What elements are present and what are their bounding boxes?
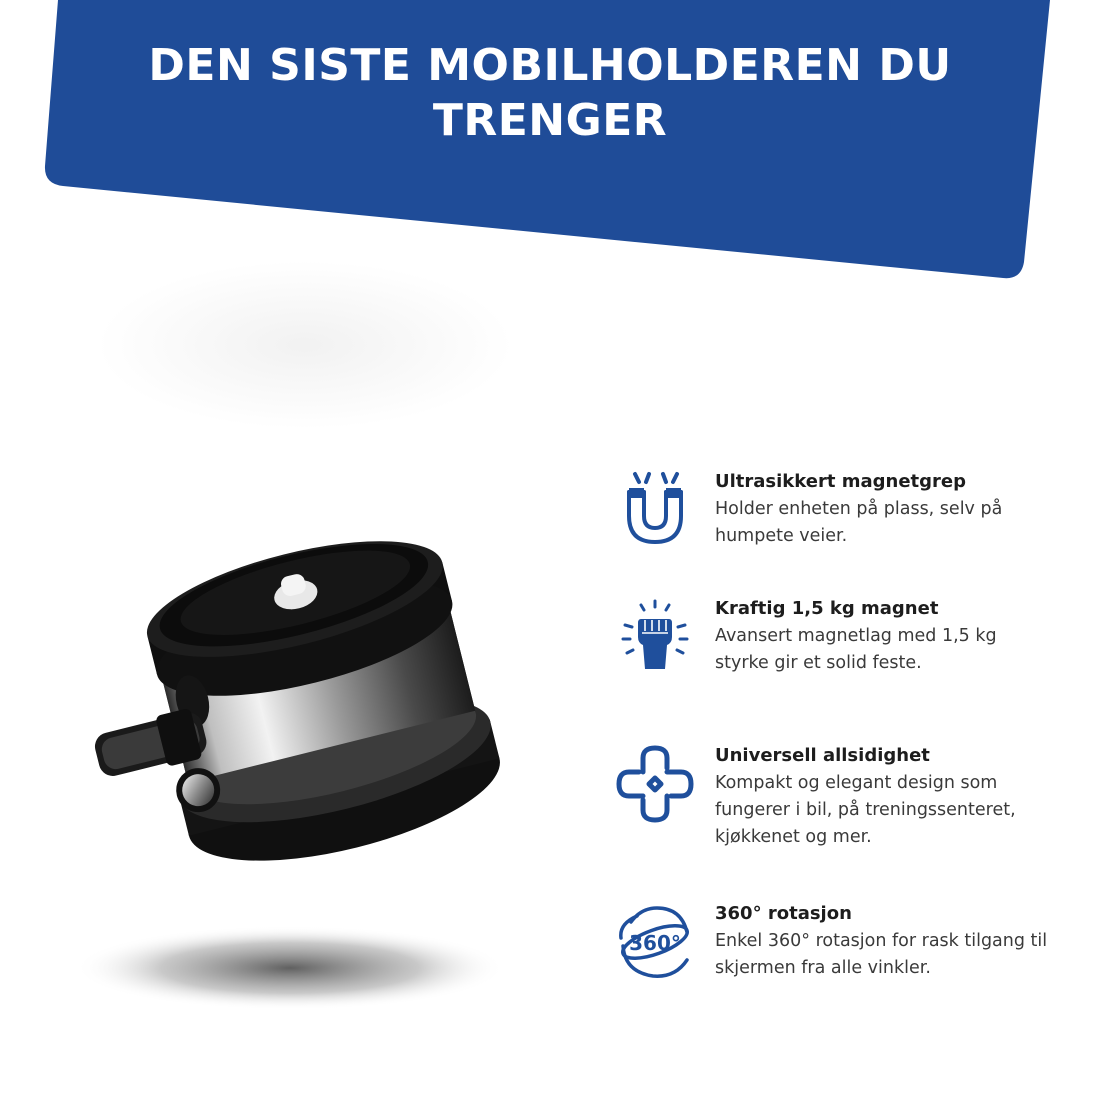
feature-description: Holder enheten på plass, selv på humpete veier. [715, 499, 1003, 546]
raised-fist-icon [615, 597, 695, 677]
page-headline: DEN SISTE MOBILHOLDEREN DU TRENGER [148, 40, 952, 146]
feature-title: Ultrasikkert magnetgrep [715, 471, 966, 492]
magnet-icon [615, 470, 695, 550]
rotation-360-icon [615, 902, 695, 982]
magnetic-holder-image [60, 500, 560, 1020]
background-glow [95, 260, 515, 430]
feature-title: 360° rotasjon [715, 903, 852, 924]
interlocking-cross-icon [615, 744, 695, 824]
feature-title: Universell allsidighet [715, 745, 930, 766]
feature-title: Kraftig 1,5 kg magnet [715, 598, 939, 619]
rotation-badge-text: 360° [629, 931, 681, 955]
feature-description: Kompakt og elegant design som fungerer i bil, på treningssenteret, kjøkkenet og mer. [715, 773, 1016, 847]
feature-description: Avansert magnetlag med 1,5 kg styrke gir et solid feste. [715, 626, 997, 673]
feature-description: Enkel 360° rotasjon for rask tilgang til skjermen fra alle vinkler. [715, 931, 1048, 978]
